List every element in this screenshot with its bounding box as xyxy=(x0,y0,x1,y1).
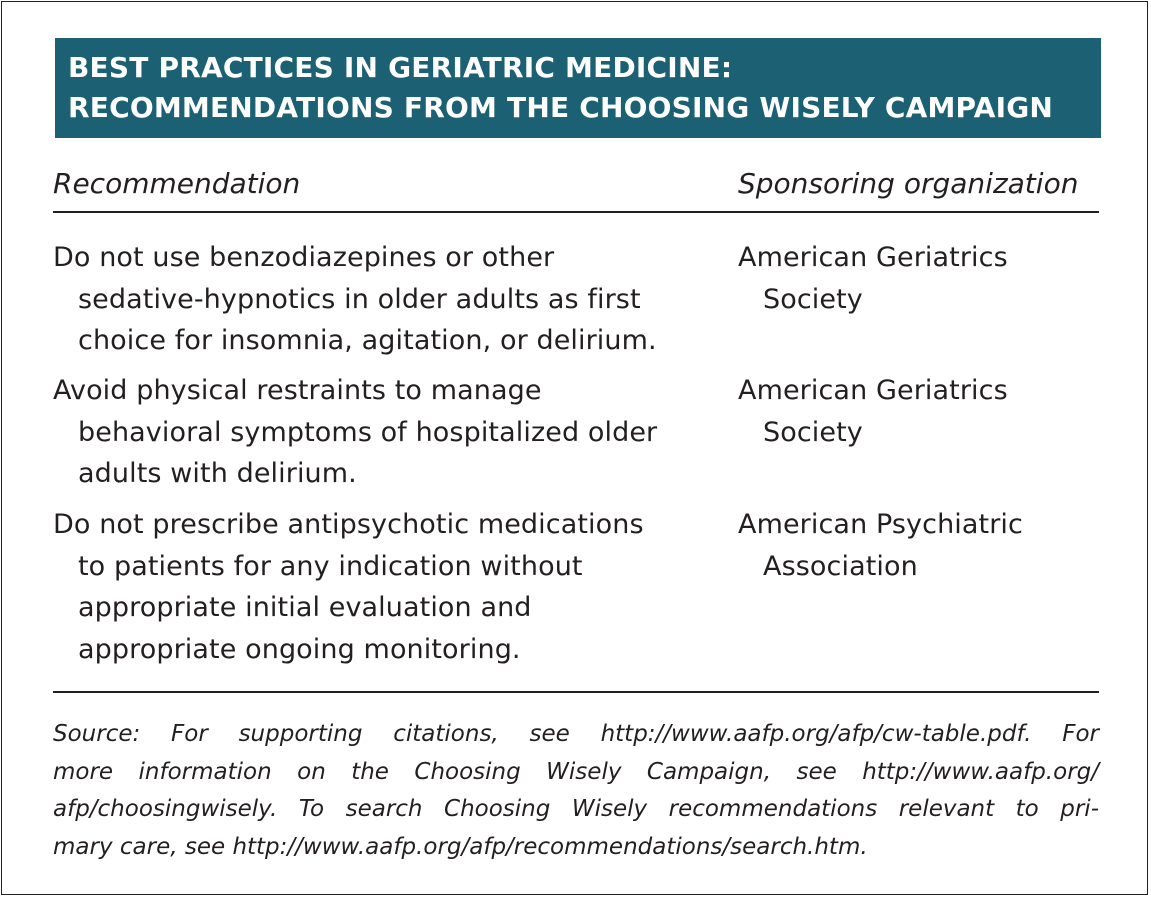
recommendation-line: sedative-hypnotics in older adults as first xyxy=(78,283,641,315)
recommendation-line: appropriate ongoing monitoring. xyxy=(78,634,521,666)
recommendation-line: behavioral symptoms of hospitalized older xyxy=(78,416,658,448)
source-line: mary care, see http://www.aafp.org/afp/recommendations/search.htm. xyxy=(53,833,868,860)
source-line: Source: For supporting citations, see http://www.aafp.org/afp/cw-table.pdf. For xyxy=(53,721,1099,747)
organization-line: Association xyxy=(763,550,918,582)
source-line: more information on the Choosing Wisely Campaign, see http://www.aafp.org/ xyxy=(53,758,1099,785)
footer-rule xyxy=(53,691,1099,693)
recommendation-cell xyxy=(53,370,657,495)
recommendation-line: choice for insomnia, agitation, or delirium. xyxy=(78,325,657,357)
source-note xyxy=(53,716,1099,866)
recommendation-cell xyxy=(53,237,657,362)
organization-line: American Geriatrics xyxy=(738,375,1008,406)
table-title xyxy=(55,38,1101,138)
organization-line: American Psychiatric xyxy=(738,509,1023,540)
organization-cell xyxy=(738,237,1008,320)
column-header-recommendation: Recommendation xyxy=(53,167,301,200)
title-line-1: BEST PRACTICES IN GERIATRIC MEDICINE: xyxy=(68,51,733,84)
organization-line: Society xyxy=(763,283,863,315)
recommendation-line: Do not prescribe antipsychotic medications xyxy=(53,509,644,540)
organization-line: American Geriatrics xyxy=(738,242,1008,273)
column-header-sponsoring-organization: Sponsoring organization xyxy=(738,167,1079,200)
header-rule xyxy=(53,211,1099,213)
recommendation-line: appropriate initial evaluation and xyxy=(78,592,532,624)
recommendation-line: Avoid physical restraints to manage xyxy=(53,375,542,406)
recommendation-line: adults with delirium. xyxy=(78,458,357,490)
organization-cell xyxy=(738,504,1023,587)
source-line: afp/choosingwisely. To search Choosing Wisely recommendations relevant to pri- xyxy=(53,796,1099,822)
recommendation-cell xyxy=(53,504,644,671)
recommendation-line: to patients for any indication without xyxy=(78,550,583,582)
title-line-2: RECOMMENDATIONS FROM THE CHOOSING WISELY CAMPAIGN xyxy=(68,91,1054,124)
organization-cell xyxy=(738,370,1008,453)
organization-line: Society xyxy=(763,416,863,448)
recommendation-line: Do not use benzodiazepines or other xyxy=(53,242,555,273)
